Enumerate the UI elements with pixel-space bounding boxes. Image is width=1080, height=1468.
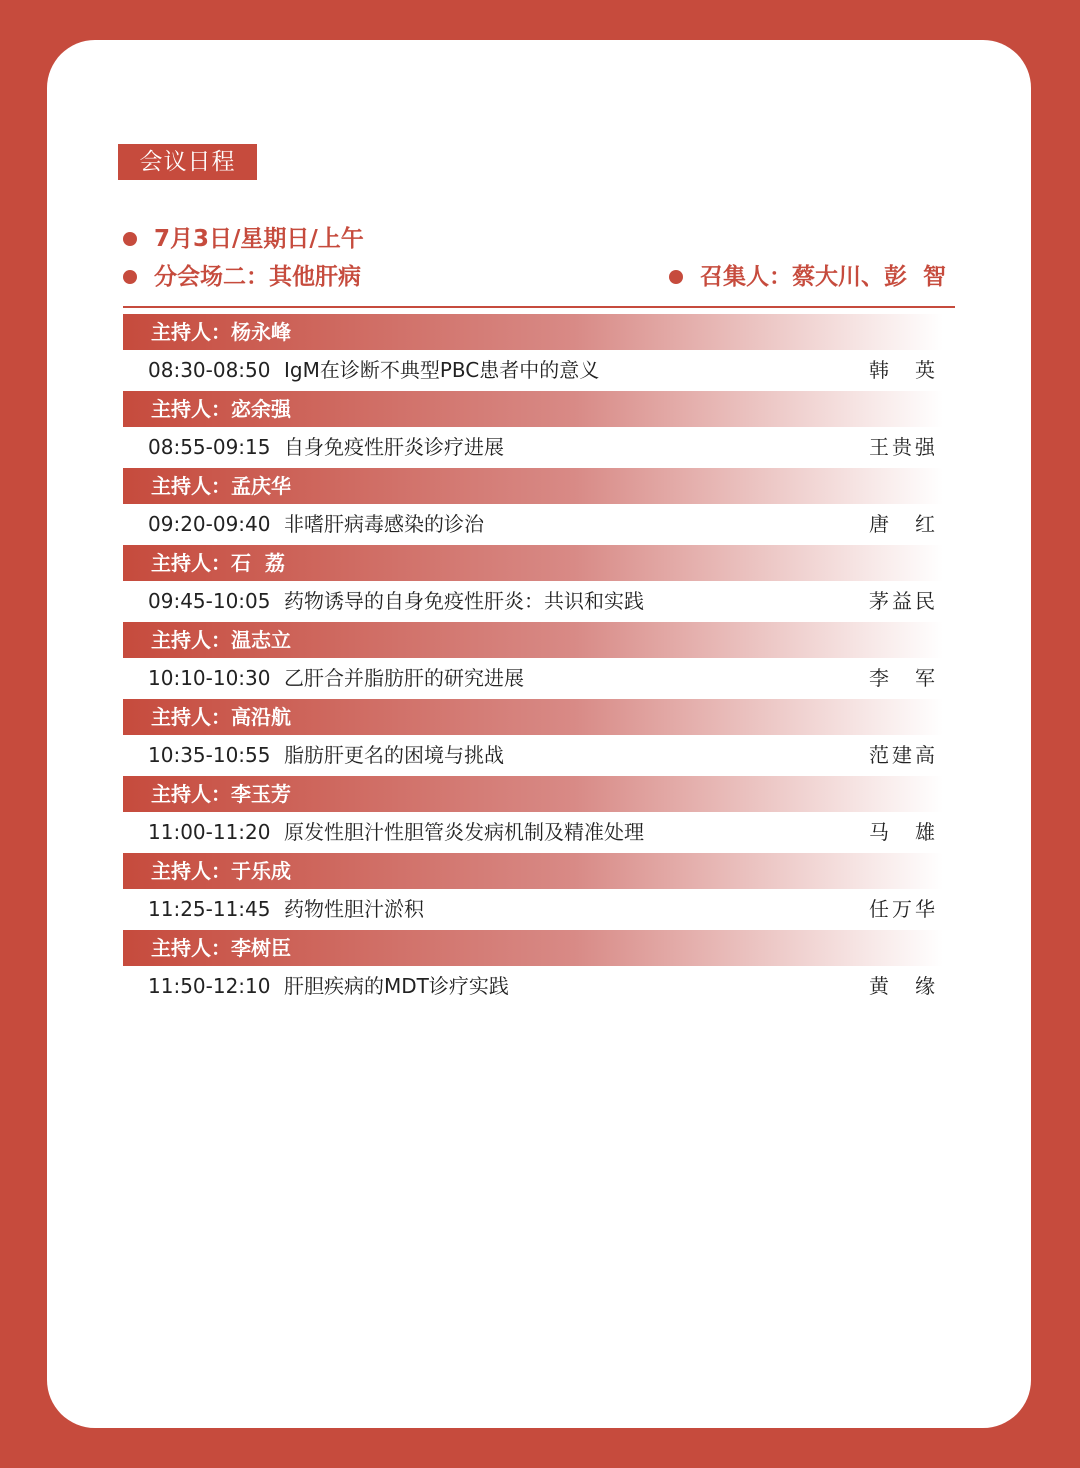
talk-time: 11:50-12:10	[148, 974, 271, 998]
host-bar: 主持人：高沿航	[123, 699, 943, 735]
agenda-block	[123, 622, 943, 699]
talk-speaker: 李 军	[869, 666, 935, 690]
agenda-block	[123, 545, 943, 622]
agenda-block	[123, 468, 943, 545]
agenda-block	[123, 314, 943, 391]
talk-speaker: 唐 红	[869, 512, 935, 536]
talk-row	[123, 735, 943, 776]
talk-time: 10:10-10:30	[148, 666, 271, 690]
session-venue	[123, 261, 361, 293]
host-bar: 主持人：石 荔	[123, 545, 943, 581]
agenda-block	[123, 391, 943, 468]
talk-title: 脂肪肝更名的困境与挑战	[284, 743, 504, 767]
talk-title: 药物性胆汁淤积	[284, 897, 424, 921]
session-convener-text: 召集人：蔡大川、彭 智	[700, 264, 947, 290]
session-venue-text: 分会场二：其他肝病	[154, 264, 361, 290]
session-convener	[669, 261, 946, 293]
host-bar: 主持人：杨永峰	[123, 314, 943, 350]
header-divider	[123, 306, 955, 308]
host-bar: 主持人：李树臣	[123, 930, 943, 966]
talk-title: 自身免疫性肝炎诊疗进展	[284, 435, 504, 459]
talk-speaker: 韩 英	[869, 358, 935, 382]
talk-speaker: 马 雄	[869, 820, 935, 844]
agenda-block	[123, 699, 943, 776]
host-bar: 主持人：于乐成	[123, 853, 943, 889]
agenda-block	[123, 853, 943, 930]
talk-time: 08:30-08:50	[148, 358, 271, 382]
talk-time: 08:55-09:15	[148, 435, 271, 459]
host-bar: 主持人：李玉芳	[123, 776, 943, 812]
talk-speaker: 范建高	[869, 743, 935, 767]
talk-row	[123, 966, 943, 1007]
agenda-block	[123, 776, 943, 853]
bullet-dot-icon	[123, 270, 137, 284]
talk-row	[123, 427, 943, 468]
talk-row	[123, 581, 943, 622]
talk-time: 11:00-11:20	[148, 820, 271, 844]
talk-speaker: 茅益民	[869, 589, 935, 613]
agenda-block	[123, 930, 943, 1007]
agenda-list	[123, 314, 943, 1007]
agenda-card	[47, 40, 1031, 1428]
talk-speaker: 王贵强	[869, 435, 935, 459]
talk-title: 原发性胆汁性胆管炎发病机制及精准处理	[284, 820, 644, 844]
section-tag: 会议日程	[118, 144, 257, 180]
talk-speaker: 黄 缘	[869, 974, 935, 998]
talk-time: 10:35-10:55	[148, 743, 271, 767]
talk-time: 09:45-10:05	[148, 589, 271, 613]
session-date-text: 7月3日/星期日/上午	[154, 226, 364, 252]
bullet-dot-icon	[123, 232, 137, 246]
talk-time: 09:20-09:40	[148, 512, 271, 536]
bullet-dot-icon	[669, 270, 683, 284]
talk-row	[123, 504, 943, 545]
host-bar: 主持人：宓余强	[123, 391, 943, 427]
talk-row	[123, 889, 943, 930]
talk-title: 药物诱导的自身免疫性肝炎：共识和实践	[284, 589, 644, 613]
talk-row	[123, 350, 943, 391]
talk-title: IgM在诊断不典型PBC患者中的意义	[284, 358, 600, 382]
host-bar: 主持人：孟庆华	[123, 468, 943, 504]
talk-row	[123, 812, 943, 853]
talk-row	[123, 658, 943, 699]
talk-time: 11:25-11:45	[148, 897, 271, 921]
talk-speaker: 任万华	[869, 897, 935, 921]
host-bar: 主持人：温志立	[123, 622, 943, 658]
talk-title: 肝胆疾病的MDT诊疗实践	[284, 974, 509, 998]
session-date	[123, 223, 364, 255]
talk-title: 乙肝合并脂肪肝的研究进展	[284, 666, 524, 690]
talk-title: 非嗜肝病毒感染的诊治	[284, 512, 484, 536]
